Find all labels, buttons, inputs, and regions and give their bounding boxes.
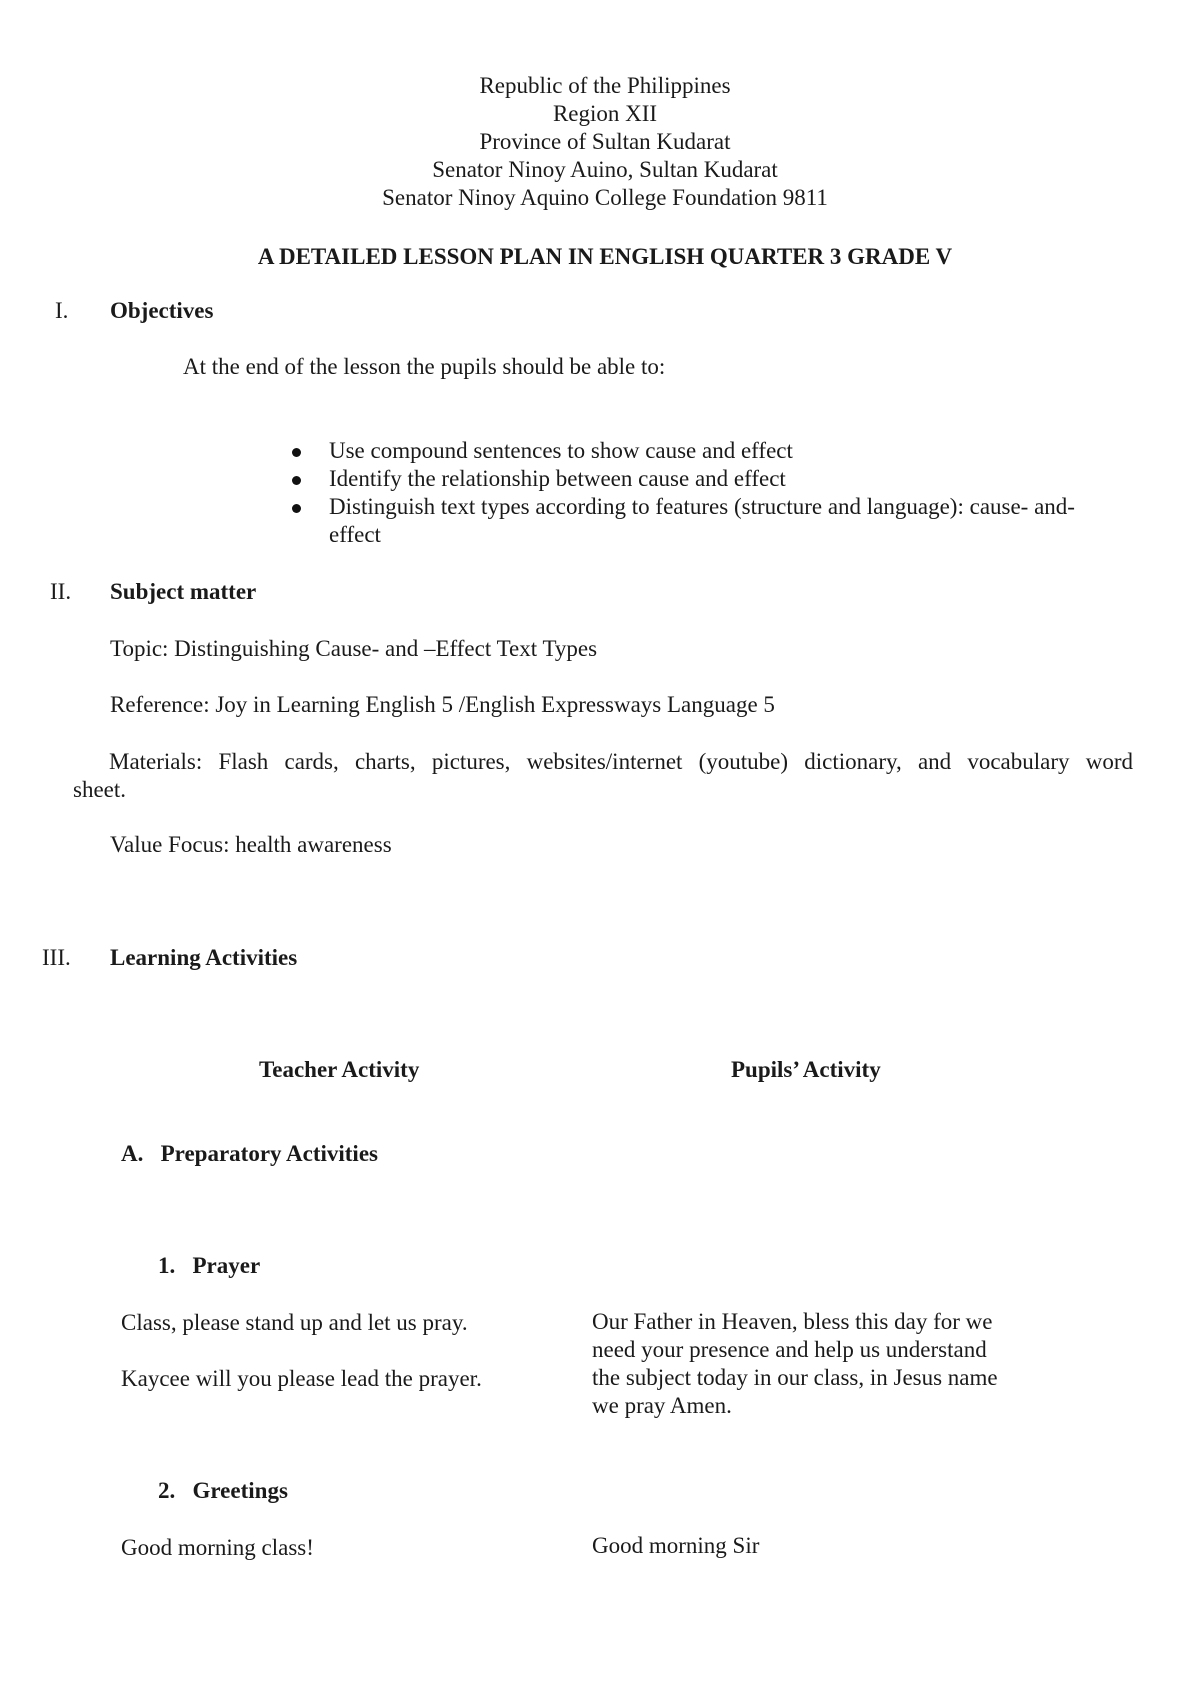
section-2-heading: Subject matter [110, 579, 257, 604]
bullet-icon [292, 476, 301, 485]
column-header-pupils: Pupils’ Activity [731, 1057, 881, 1082]
section-3-heading: Learning Activities [110, 945, 298, 970]
subsection-preparatory-activities: A. Preparatory Activities [121, 1141, 378, 1166]
pupils-prayer-line: we pray Amen. [592, 1393, 732, 1418]
header-line-school: Senator Ninoy Aquino College Foundation 9811 [382, 185, 828, 210]
teacher-prayer-instruction: Class, please stand up and let us pray. [121, 1310, 468, 1335]
pupils-prayer-line: need your presence and help us understand [592, 1337, 987, 1362]
header-line-municipality: Senator Ninoy Auino, Sultan Kudarat [432, 157, 778, 182]
subject-value-focus: Value Focus: health awareness [110, 832, 392, 857]
activity-greetings-heading: 2. Greetings [158, 1478, 288, 1503]
pupils-greeting: Good morning Sir [592, 1533, 760, 1558]
document-title: A DETAILED LESSON PLAN IN ENGLISH QUARTER 3 GRADE V [257, 244, 953, 269]
section-3-numeral: III. [42, 945, 71, 970]
pupils-prayer-line: Our Father in Heaven, bless this day for we [592, 1309, 993, 1334]
header-line-province: Province of Sultan Kudarat [479, 129, 731, 154]
subject-materials [73, 748, 1133, 804]
header-line-country: Republic of the Philippines [479, 73, 731, 98]
section-1-heading: Objectives [110, 298, 214, 323]
bullet-icon [292, 448, 301, 457]
subject-reference: Reference: Joy in Learning English 5 /English Expressways Language 5 [110, 692, 775, 717]
objectives-intro: At the end of the lesson the pupils should be able to: [183, 354, 666, 379]
subject-topic: Topic: Distinguishing Cause- and –Effect Text Types [110, 636, 598, 661]
header-line-region: Region XII [552, 101, 658, 126]
objective-item: Distinguish text types according to features (structure and language): cause- and- [329, 494, 1075, 519]
bullet-icon [292, 504, 301, 513]
section-2-numeral: II. [50, 579, 72, 604]
objective-item: Identify the relationship between cause and effect [329, 466, 786, 491]
objective-item-continuation: effect [329, 522, 381, 547]
section-1-numeral: I. [55, 298, 69, 323]
pupils-prayer-line: the subject today in our class, in Jesus name [592, 1365, 998, 1390]
activity-prayer-heading: 1. Prayer [158, 1253, 261, 1278]
subject-materials-line2: sheet. [73, 777, 127, 802]
column-header-teacher: Teacher Activity [259, 1057, 420, 1082]
objective-item: Use compound sentences to show cause and effect [329, 438, 793, 463]
teacher-greeting: Good morning class! [121, 1535, 314, 1560]
subject-materials-line1: Materials: Flash cards, charts, pictures, websites/internet (youtube) dictionary, and vocabulary word [109, 749, 1133, 774]
teacher-prayer-request: Kaycee will you please lead the prayer. [121, 1366, 482, 1391]
